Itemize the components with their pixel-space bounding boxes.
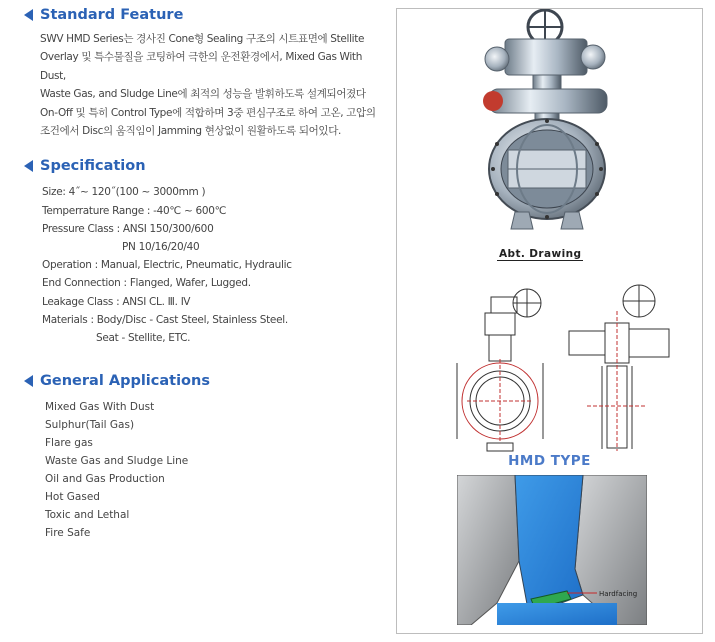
application-item: Fire Safe <box>45 527 91 540</box>
content-column <box>24 0 389 542</box>
feature-line: 조건에서 Disc의 움직임이 Jamming 현상없이 원활하도록 되어있다. <box>40 125 341 138</box>
spec-leakage: Leakage Class : ANSI CL. Ⅲ. Ⅳ <box>42 295 191 308</box>
specification-list <box>42 183 389 347</box>
spec-materials: Materials : Body/Disc - Cast Steel, Stainless Steel. <box>42 313 288 326</box>
section-title-general-applications <box>24 370 389 392</box>
feature-line: On-Off 및 특히 Control Type에 적합하며 3중 편심구조로 하여 고온, 고압의 <box>40 106 376 119</box>
valve-photo <box>397 9 702 234</box>
feature-line: SWV HMD Series는 경사진 Cone형 Sealing 구조의 시트표면에 Stellite <box>40 33 365 45</box>
application-item: Toxic and Lethal <box>45 509 130 522</box>
spec-size: Size: 4˝~ 120˝(100 ~ 3000mm ) <box>42 186 206 199</box>
application-item: Flare gas <box>45 437 93 450</box>
hmd-type-label: HMD TYPE <box>508 453 591 469</box>
spec-temperature: Temperrature Range : -40℃ ~ 600℃ <box>42 204 227 217</box>
spec-pressure-pn: PN 10/16/20/40 <box>122 241 200 253</box>
triangle-bullet-icon <box>24 160 33 172</box>
application-item: Mixed Gas With Dust <box>45 401 155 414</box>
spec-end-connection: End Connection : Flanged, Wafer, Lugged. <box>42 277 251 290</box>
application-item: Hot Gased <box>45 491 100 504</box>
product-figure-panel <box>396 8 703 634</box>
section-title-text: Specification <box>40 158 146 175</box>
hardfacing-label: Hardfacing <box>599 590 638 598</box>
section-title-standard-feature <box>24 4 389 26</box>
application-item: Sulphur(Tail Gas) <box>45 419 135 432</box>
section-title-specification <box>24 155 389 177</box>
application-item: Oil and Gas Production <box>45 473 165 486</box>
triangle-bullet-icon <box>24 375 33 387</box>
section-title-text: General Applications <box>40 373 210 390</box>
application-item: Waste Gas and Sludge Line <box>45 455 189 468</box>
standard-feature-text <box>40 30 389 140</box>
hmd-section-diagram <box>457 475 647 625</box>
drawing-caption: Abt. Drawing <box>499 248 582 260</box>
technical-drawing <box>397 271 702 453</box>
spec-operation: Operation : Manual, Electric, Pneumatic, Hydraulic <box>42 259 292 272</box>
feature-line: Waste Gas, and Sludge Line에 최적의 성능을 발휘하도록 설계되어졌다 <box>40 88 366 101</box>
triangle-bullet-icon <box>24 9 33 21</box>
spec-materials-seat: Seat - Stellite, ETC. <box>96 331 191 344</box>
spec-pressure: Pressure Class : ANSI 150/300/600 <box>42 222 214 235</box>
applications-list <box>45 398 389 542</box>
section-title-text: Standard Feature <box>40 7 184 23</box>
feature-line: Overlay 및 특수물질을 코팅하여 극한의 운전환경에서, Mixed Gas With Dust, <box>40 51 363 82</box>
